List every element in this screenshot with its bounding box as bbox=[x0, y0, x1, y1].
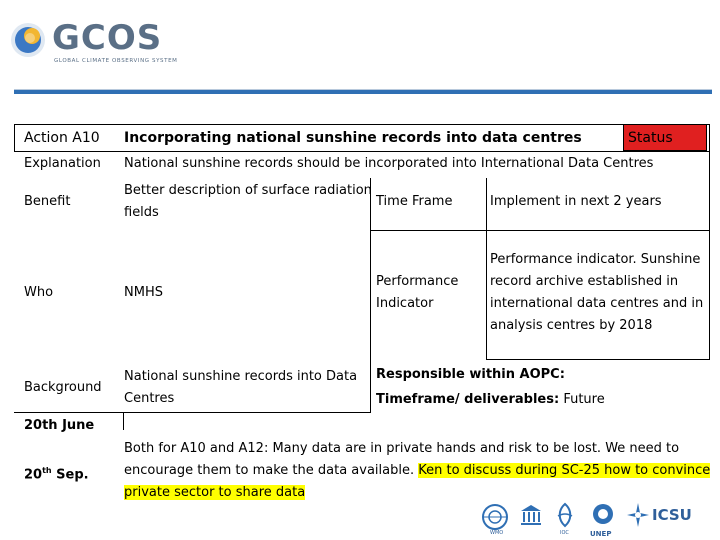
performance-text-line4: analysis centres by 2018 bbox=[490, 318, 653, 333]
ioc-caption: IOC bbox=[560, 530, 569, 536]
compass-star-icon bbox=[626, 502, 650, 528]
row-divider bbox=[14, 151, 710, 152]
performance-text-line3: international data centres and in bbox=[490, 296, 704, 311]
benefit-text-line2: fields bbox=[124, 205, 159, 220]
note-divider bbox=[123, 412, 124, 430]
note-sep-line2 bbox=[124, 460, 710, 482]
status-badge bbox=[623, 124, 707, 151]
note-sep-line1: Both for A10 and A12: Many data are in private hands and risk to be lost. We need to bbox=[124, 441, 680, 456]
action-title: Incorporating national sunshine records into data centres bbox=[124, 130, 582, 146]
responsible-text: Responsible within AOPC: bbox=[376, 367, 565, 382]
ioc-logo-icon bbox=[552, 502, 578, 530]
header-rule bbox=[14, 90, 712, 94]
performance-label-line1: Performance bbox=[376, 274, 459, 289]
performance-text-line1: Performance indicator. Sunshine bbox=[490, 252, 701, 267]
status-label: Status bbox=[628, 130, 673, 146]
benefit-label: Benefit bbox=[24, 194, 71, 209]
unesco-temple-icon bbox=[518, 502, 544, 528]
background-label: Background bbox=[24, 380, 102, 395]
note-sep-line2-highlight: Ken to discuss during SC-25 how to convince bbox=[418, 463, 711, 478]
table-left-border bbox=[14, 124, 15, 152]
timeframe-deliverables bbox=[376, 389, 605, 411]
icsu-wordmark: ICSU bbox=[652, 506, 692, 524]
benefit-text-line1: Better description of surface radiation bbox=[124, 183, 372, 198]
table-right-border bbox=[709, 124, 710, 360]
note-sep-line3-highlight: private sector to share data bbox=[124, 485, 306, 500]
note-sep-rest: Sep. bbox=[51, 467, 89, 483]
background-text-line1: National sunshine records into Data bbox=[124, 369, 358, 384]
wmo-logo-icon bbox=[480, 502, 510, 532]
note-sep-line3 bbox=[124, 482, 305, 504]
note-sep-sup: th bbox=[42, 466, 52, 475]
gcos-logo bbox=[8, 18, 178, 68]
unep-caption: UNEP bbox=[590, 530, 612, 538]
unep-logo-icon bbox=[588, 502, 618, 528]
row-divider-right bbox=[370, 230, 710, 231]
note-sep-line2-plain: encourage them to make the data available. bbox=[124, 463, 419, 478]
time-frame-value: Implement in next 2 years bbox=[490, 194, 662, 209]
explanation-text: National sunshine records should be incorporated into International Data Centres bbox=[124, 156, 654, 171]
row-divider-bottom bbox=[486, 359, 710, 360]
performance-text-line2: record archive established in bbox=[490, 274, 679, 289]
explanation-label: Explanation bbox=[24, 156, 101, 171]
background-text-line2: Centres bbox=[124, 391, 175, 406]
globe-icon bbox=[10, 22, 46, 58]
table-top-border bbox=[14, 124, 710, 125]
logo-subtitle: GLOBAL CLIMATE OBSERVING SYSTEM bbox=[54, 58, 178, 64]
who-label: Who bbox=[24, 285, 54, 300]
note-june-label: 20th June bbox=[24, 418, 95, 433]
wmo-caption: WMO bbox=[490, 530, 504, 536]
time-frame-label: Time Frame bbox=[376, 194, 453, 209]
who-value: NMHS bbox=[124, 285, 163, 300]
timeframe-deliverables-label: Timeframe/ deliverables: bbox=[376, 392, 560, 407]
logo-text: GCOS bbox=[52, 18, 163, 58]
timeframe-deliverables-value: Future bbox=[563, 392, 605, 407]
table-bottom-border bbox=[14, 412, 371, 413]
sponsor-logos bbox=[480, 500, 710, 538]
performance-label-line2: Indicator bbox=[376, 296, 434, 311]
action-label: Action A10 bbox=[24, 130, 100, 146]
column-divider-mid bbox=[370, 178, 371, 412]
note-sep-label bbox=[24, 460, 89, 486]
column-divider-right bbox=[486, 178, 487, 359]
note-sep-num: 20 bbox=[24, 467, 43, 483]
